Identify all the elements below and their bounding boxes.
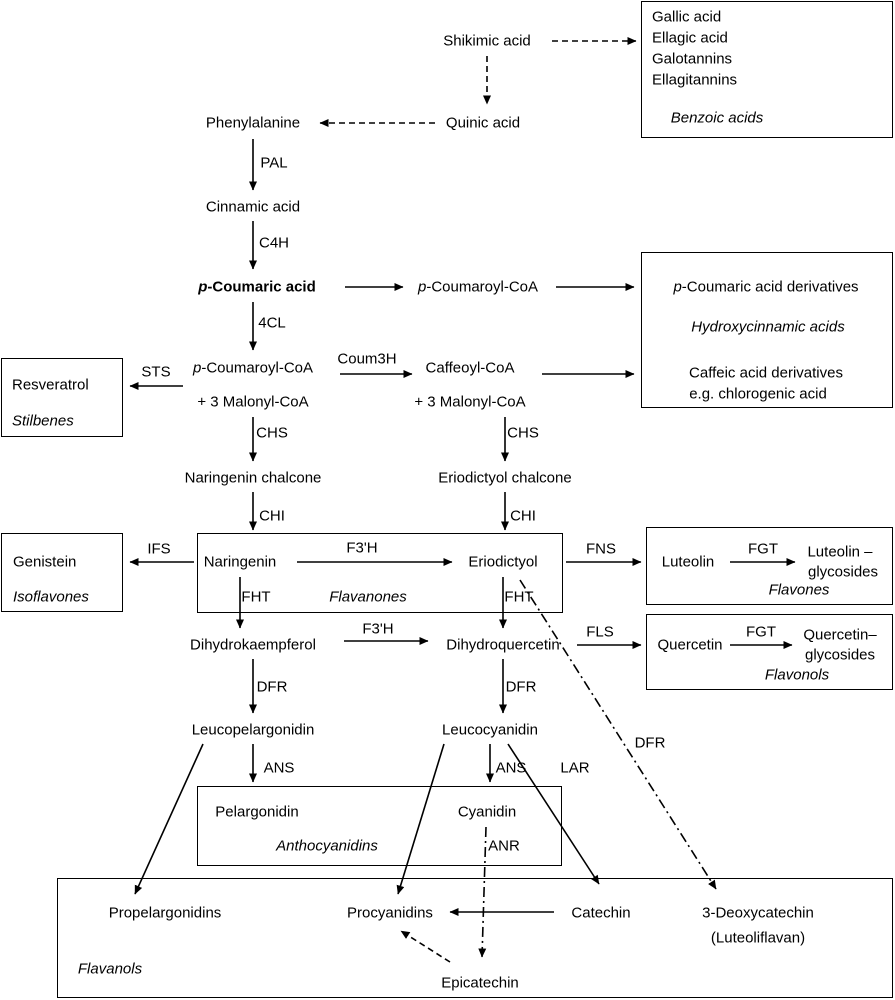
enzyme-chi-right: CHI xyxy=(510,507,536,525)
node-luteolin-glycosides-line2: glycosides xyxy=(807,563,879,581)
node-dihydrokaempferol: Dihydrokaempferol xyxy=(190,636,316,654)
node-luteolin-glycosides-line1: Luteolin – xyxy=(807,543,873,561)
node-label-rest: -Coumaric acid xyxy=(207,278,316,296)
node-genistein: Genistein xyxy=(13,553,77,571)
node-eriodictyol-chalcone: Eriodictyol chalcone xyxy=(438,469,572,487)
category-flavanones: Flavanones xyxy=(329,588,407,606)
node-procyanidins: Procyanidins xyxy=(347,904,433,922)
node-quercetin-glycosides-line2: glycosides xyxy=(804,646,876,664)
arrow-leucopelargonidin-to-propelargonidins xyxy=(135,744,203,894)
enzyme-4cl: 4CL xyxy=(258,314,286,332)
enzyme-sts: STS xyxy=(141,363,171,381)
node-catechin: Catechin xyxy=(571,904,631,922)
enzyme-dfr-left: DFR xyxy=(256,678,288,696)
category-stilbenes: Stilbenes xyxy=(12,412,74,430)
node-resveratrol: Resveratrol xyxy=(12,376,89,394)
enzyme-f3h-flavanones: F3'H xyxy=(346,539,378,557)
enzyme-fls: FLS xyxy=(586,623,614,641)
node-shikimic-acid: Shikimic acid xyxy=(443,32,531,50)
node-naringenin: Naringenin xyxy=(203,553,277,571)
enzyme-chi-left: CHI xyxy=(259,507,285,525)
node-malonyl-coa-left: + 3 Malonyl-CoA xyxy=(197,393,309,411)
node-pelargonidin: Pelargonidin xyxy=(215,803,299,821)
node-label-prefix: p xyxy=(673,278,682,296)
category-benzoic-acids: Benzoic acids xyxy=(670,109,764,127)
enzyme-dfr-right: DFR xyxy=(505,678,537,696)
enzyme-ans-right: ANS xyxy=(495,759,527,777)
node-dihydroquercetin: Dihydroquercetin xyxy=(446,636,560,654)
node-label-prefix: p xyxy=(417,278,427,296)
benzoic-item-ellagitannins: Ellagitannins xyxy=(652,71,738,89)
node-luteolin: Luteolin xyxy=(661,553,715,571)
category-flavones: Flavones xyxy=(768,581,830,599)
hydroxycinnamic-line-coumaric-derivatives xyxy=(673,279,858,296)
node-label-prefix: p xyxy=(192,359,202,377)
enzyme-pal: PAL xyxy=(260,154,288,172)
node-label-rest: -Coumaroyl-CoA xyxy=(201,359,314,377)
hydroxycinnamic-line-chlorogenic: e.g. chlorogenic acid xyxy=(689,385,827,403)
node-cinnamic-acid: Cinnamic acid xyxy=(205,198,301,216)
node-quinic-acid: Quinic acid xyxy=(445,114,521,132)
node-label-rest: -Coumaroyl-CoA xyxy=(426,278,539,296)
node-malonyl-coa-right: + 3 Malonyl-CoA xyxy=(414,393,526,411)
enzyme-ifs: IFS xyxy=(147,540,171,558)
node-propelargonidins: Propelargonidins xyxy=(108,904,222,922)
enzyme-chs-left: CHS xyxy=(256,424,288,442)
node-caffeoyl-coa: Caffeoyl-CoA xyxy=(425,359,515,377)
node-p-coumaric-acid xyxy=(198,279,316,296)
category-anthocyanidins: Anthocyanidins xyxy=(276,837,378,855)
node-deoxycatechin: 3-Deoxycatechin xyxy=(702,904,814,922)
node-p-coumaroyl-coa-top xyxy=(418,279,538,296)
category-flavonols: Flavonols xyxy=(764,666,830,684)
node-naringenin-chalcone: Naringenin chalcone xyxy=(184,469,322,487)
enzyme-f3h-dihydro: F3'H xyxy=(362,620,394,638)
node-luteoliflavan: (Luteoliflavan) xyxy=(710,929,806,947)
enzyme-dfr-diagonal: DFR xyxy=(634,734,666,752)
node-p-coumaroyl-coa xyxy=(193,360,313,377)
benzoic-item-gallic-acid: Gallic acid xyxy=(652,8,722,26)
node-quercetin-glycosides-line1: Quercetin– xyxy=(803,626,877,644)
enzyme-chs-right: CHS xyxy=(507,424,539,442)
enzyme-fgt-flavonols: FGT xyxy=(746,623,776,641)
enzyme-fgt-flavones: FGT xyxy=(748,540,778,558)
benzoic-item-ellagic-acid: Ellagic acid xyxy=(652,29,728,47)
category-flavanols: Flavanols xyxy=(77,960,143,978)
enzyme-ans-left: ANS xyxy=(263,759,295,777)
enzyme-fht-left: FHT xyxy=(241,588,271,606)
benzoic-item-galotannins: Galotannins xyxy=(652,50,733,68)
node-epicatechin: Epicatechin xyxy=(441,974,519,992)
node-cyanidin: Cyanidin xyxy=(457,803,517,821)
hydroxycinnamic-line-caffeic-derivatives: Caffeic acid derivatives xyxy=(689,364,843,382)
node-label-prefix: p xyxy=(198,278,208,296)
node-eriodictyol: Eriodictyol xyxy=(468,553,538,571)
node-leucopelargonidin: Leucopelargonidin xyxy=(191,721,315,739)
node-phenylalanine: Phenylalanine xyxy=(205,114,301,132)
category-isoflavones: Isoflavones xyxy=(13,588,89,606)
enzyme-fht-right: FHT xyxy=(504,588,534,606)
enzyme-lar: LAR xyxy=(560,759,590,777)
enzyme-anr: ANR xyxy=(488,837,520,855)
enzyme-c4h: C4H xyxy=(258,234,290,252)
node-leucocyanidin: Leucocyanidin xyxy=(442,721,538,739)
enzyme-coum3h: Coum3H xyxy=(337,350,397,368)
node-label-rest: -Coumaric acid derivatives xyxy=(681,278,859,296)
node-quercetin: Quercetin xyxy=(657,636,723,654)
category-hydroxycinnamic-acids: Hydroxycinnamic acids xyxy=(691,318,845,336)
enzyme-fns: FNS xyxy=(586,540,616,558)
